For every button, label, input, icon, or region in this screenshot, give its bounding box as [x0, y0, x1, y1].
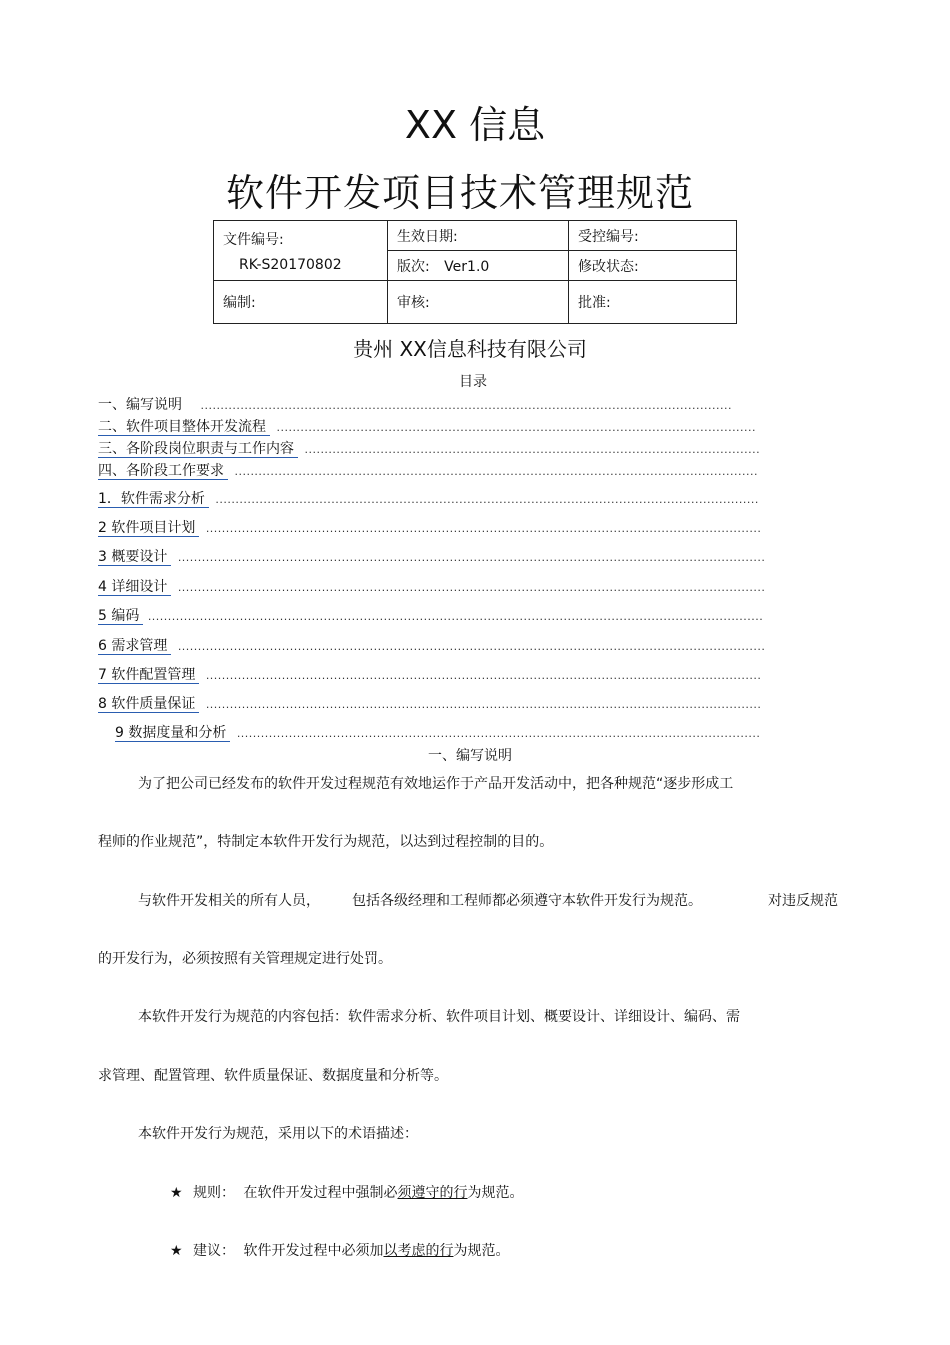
file-number-value: RK-S20170802	[239, 256, 342, 273]
file-number-label: 文件编号:	[223, 231, 284, 248]
company-name: 贵州 XX信息科技有限公司	[353, 337, 587, 361]
toc-item[interactable]: 1．软件需求分析 ........................................................................................................................................	[98, 491, 759, 507]
toc-item[interactable]: 二、软件项目整体开发流程 ........................................................................................................................	[98, 419, 757, 435]
approver-label: 批准:	[569, 281, 737, 324]
paragraph: 为了把公司已经发布的软件开发过程规范有效地运作于产品开发活动中，把各种规范“逐步形成工	[138, 776, 734, 792]
toc-item[interactable]: 5 编码 ..........................................................................................................................................................	[98, 608, 764, 624]
toc-item[interactable]: 4 详细设计 ...................................................................................................................................................	[98, 579, 766, 595]
advice-label: 建议：	[193, 1243, 236, 1259]
toc-leader: ........................................................................................................................................	[215, 493, 759, 506]
doc-title-line2: 软件开发项目技术管理规范	[225, 171, 694, 215]
toc-item[interactable]: 8 软件质量保证 ...........................................................................................................................................	[98, 696, 762, 712]
toc-leader: ...................................................................................................................................	[234, 465, 759, 478]
document-info-table	[213, 220, 737, 324]
toc-item[interactable]: 2 软件项目计划 ...........................................................................................................................................	[98, 520, 762, 536]
version-label: 版次:	[397, 258, 430, 275]
toc-item[interactable]: 9 数据度量和分析 ...................................................................................................................................	[115, 725, 761, 741]
rule-label: 规则：	[193, 1185, 236, 1201]
paragraph-part: 与软件开发相关的所有人员，	[138, 893, 320, 909]
toc-leader: ..................................................................................................................	[304, 443, 761, 456]
toc-leader: ...................................................................................................................................................	[177, 640, 766, 653]
star-icon: ★	[170, 1185, 183, 1201]
version-value: Ver1.0	[444, 258, 490, 275]
file-number-cell	[214, 221, 388, 281]
effective-date-label: 生效日期:	[388, 221, 569, 251]
toc-item[interactable]: 7 软件配置管理 ...........................................................................................................................................	[98, 667, 762, 683]
section-heading: 一、编写说明	[428, 748, 512, 764]
author-label: 编制:	[214, 281, 388, 324]
paragraph: 本软件开发行为规范，采用以下的术语描述：	[138, 1126, 418, 1142]
paragraph: 本软件开发行为规范的内容包括：软件需求分析、软件项目计划、概要设计、详细设计、编码、需	[138, 1009, 740, 1025]
rule-term: ★ 规则： 在软件开发过程中强制必须遵守的行为规范。	[170, 1185, 524, 1201]
toc-item[interactable]: 四、各阶段工作要求 ...................................................................................................................................	[98, 463, 759, 479]
toc-item[interactable]: 3 概要设计 ...................................................................................................................................................	[98, 549, 766, 565]
paragraph: 求管理、配置管理、软件质量保证、数据度量和分析等。	[98, 1068, 448, 1084]
paragraph: 的开发行为，必须按照有关管理规定进行处罚。	[98, 951, 392, 967]
star-icon: ★	[170, 1243, 183, 1259]
revision-status-label: 修改状态:	[569, 251, 737, 281]
toc-leader: ...........................................................................................................................................	[205, 522, 762, 535]
paragraph-part: 包括各级经理和工程师都必须遵守本软件开发行为规范。	[352, 893, 702, 909]
toc-title: 目录	[459, 374, 487, 390]
version-cell	[388, 251, 569, 281]
toc-item[interactable]: 一、编写说明 .....................................................................................................................................	[98, 397, 732, 413]
toc-leader: ...........................................................................................................................................	[205, 698, 762, 711]
paragraph: 程师的作业规范”，特制定本软件开发行为规范，以达到过程控制的目的。	[98, 834, 554, 850]
doc-title-line1: XX 信息	[404, 103, 546, 147]
toc-leader: ...........................................................................................................................................	[205, 669, 762, 682]
controlled-number-label: 受控编号:	[569, 221, 737, 251]
toc-item[interactable]: 三、各阶段岗位职责与工作内容 ..................................................................................................................	[98, 441, 761, 457]
paragraph-part: 对违反规范	[768, 893, 838, 909]
toc-leader: ...................................................................................................................................	[236, 727, 761, 740]
toc-leader: ........................................................................................................................	[276, 421, 757, 434]
toc-leader: ...................................................................................................................................................	[177, 551, 766, 564]
advice-term: ★ 建议： 软件开发过程中必须加以考虑的行为规范。	[170, 1243, 510, 1259]
toc-leader: .....................................................................................................................................	[200, 399, 732, 412]
toc-leader: ...................................................................................................................................................	[177, 581, 766, 594]
reviewer-label: 审核:	[388, 281, 569, 324]
toc-item[interactable]: 6 需求管理 ...................................................................................................................................................	[98, 638, 766, 654]
toc-leader: ..........................................................................................................................................................	[147, 610, 764, 623]
